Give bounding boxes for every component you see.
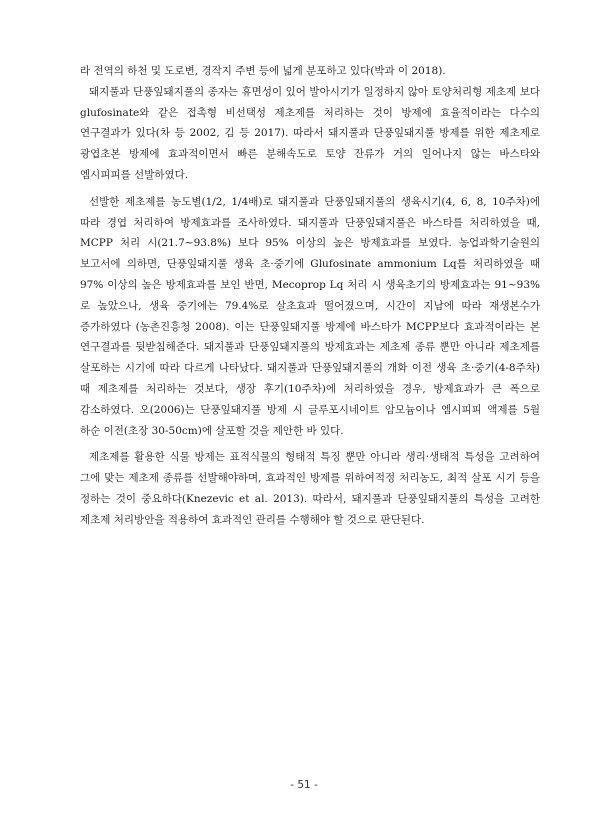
body-text <box>80 61 540 537</box>
paragraph-conclusion: 제초제를 활용한 식물 방제는 표적식물의 형태적 특징 뿐만 아니라 생리·생태적 특성을 고려하여 그에 맞는 제초제 종류를 선발해야하며, 효과적인 방제를 위하여적정 처리농도, 최적 살포 시기 등을 정하는 것이 중요하다(Knezevic et al. 2013). 따라서, 돼지풀과 단풍잎돼지풀의 특성을 고려한 제초제 처리방안을 적용하여 효과적인 관리를 수행해야 할 것으로 판단된다. <box>80 451 540 526</box>
paragraph-herbicide-selection: 돼지풀과 단풍잎돼지풀의 종자는 휴면성이 있어 발아시기가 일정하지 않아 토양처리형 제초제 보다 glufosinate와 같은 접촉형 비선택성 제초제를 처리하는 것이 방제에 효율적이라는 다수의 연구결과가 있다(차 등 2002, 김 등 2017). 따라서 돼지풀과 단풍잎돼지풀 방제를 위한 제초제로 광엽초본 방제에 효과적이면서 빠른 분해속도로 토양 잔류가 거의 일어나지 않는 바스타와 엠시피피를 선발하였다. <box>80 85 540 181</box>
paragraph-control-effect: 선발한 제초제를 농도별(1/2, 1/4배)로 돼지풀과 단풍잎돼지풀의 생육시기(4, 6, 8, 10주차)에 따라 경엽 처리하여 방제효과를 조사하였다. 돼지풀과 단풍잎돼지풀은 바스타를 처리하였을 때, MCPP 처리 시(21.7~93.8%) 보다 95% 이상의 높은 방제효과를 보였다. 농업과학기술원의 보고서에 의하면, 단풍잎돼지풀 생육 초·중기에 Glufosinate ammonium Lq를 처리하였을 때 97% 이상의 높은 방제효과를 보인 반면, Mecoprop Lq 처리 시 생육초기의 방제효과는 91~93%로 높았으나, 생육 중기에는 79.4%로 살초효과 떨어졌으며, 시간이 지남에 따라 재생본수가 증가하였다 (농촌진흥청 2008). 이는 단풍잎돼지풀 방제에 바스타가 MCPP보다 효과적이라는 본 연구결과를 뒷받침해준다. 돼지풀과 단풍잎돼지풀의 방제효과는 제초제 종류 뿐만 아니라 제초제를 살포하는 시기에 따라 다르게 나타났다. 돼지풀과 단풍잎돼지풀의 개화 이전 생육 초·중기(4-8주차)때 제초제를 처리하는 것보다, 생장 후기(10주차)에 처리하였을 경우, 방제효과가 큰 폭으로 감소하였다. 오(2006)는 단풍잎돼지풀 방제 시 글루포시네이트 암모늄이나 엠시피피 액제를 5월 하순 이전(초장 30-50cm)에 살포할 것을 제안한 바 있다. <box>80 195 540 437</box>
page-number: - 51 - <box>290 779 318 791</box>
paragraph-continuation: 라 전역의 하천 및 도로변, 경작지 주변 등에 넓게 분포하고 있다(박과 이 2018). <box>80 65 446 77</box>
